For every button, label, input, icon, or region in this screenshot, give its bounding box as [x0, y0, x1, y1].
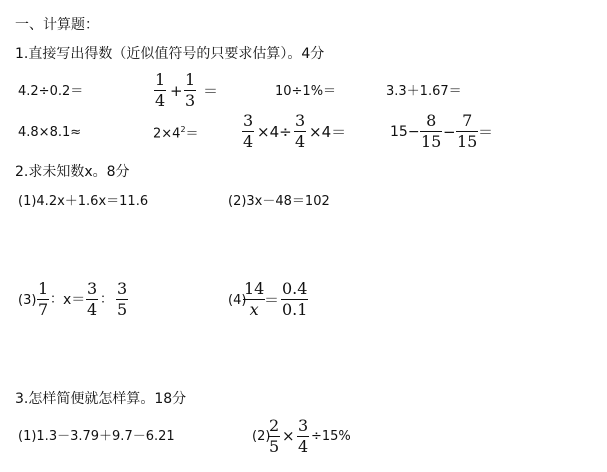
q1-r1-b-frac2: 1 3 — [185, 70, 196, 110]
q1-r1-b-op: + — [170, 82, 183, 100]
q2-p3-frac1: 1 7 — [38, 279, 49, 319]
q2-p3-label: (3) — [18, 293, 37, 308]
q1-r2-b-exp: 2 — [180, 125, 186, 134]
q2-p2: (2)3x－48＝102 — [228, 194, 330, 209]
q1-r2-d-eq: ＝ — [478, 123, 494, 141]
q2-p4-label: (4) — [228, 293, 247, 308]
q1-r1-b-eq: ＝ — [203, 82, 219, 100]
q1-r2-c-frac1: 3 4 — [243, 111, 254, 151]
q3-p2-op: × — [282, 427, 295, 445]
q1-r2-d-op: − — [443, 123, 456, 141]
q1-r2-b-eq: ＝ — [185, 126, 199, 142]
q1-r2-c-mid: ×4÷ — [257, 123, 292, 141]
q3-p1: (1)1.3－3.79＋9.7－6.21 — [18, 429, 175, 444]
q2-p3-x: x＝ — [63, 292, 86, 308]
q2-p4-frac2: 0.4 0.1 — [282, 279, 308, 319]
q1-r1-b-frac1: 1 4 — [155, 70, 166, 110]
section-title: 一、计算题： — [15, 17, 99, 33]
q2-p4-eq: ＝ — [264, 291, 280, 309]
q2-p3-colon1: ： — [50, 292, 64, 307]
q1-r1-a: 4.2÷0.2＝ — [18, 84, 84, 99]
q1-r2-b — [153, 126, 199, 140]
q3-p2-label: (2) — [252, 429, 271, 444]
q1-r2-b-base: 2×4 — [153, 126, 181, 142]
q1-r1-d: 3.3＋1.67＝ — [386, 84, 462, 99]
q1-r1-c: 10÷1%＝ — [275, 84, 337, 99]
q1-r2-d-lead: 15− — [390, 124, 420, 140]
q2-p3-frac2: 3 4 — [87, 279, 98, 319]
q3-heading: 3.怎样简便就怎样算。18分 — [15, 391, 187, 407]
q1-r2-d-frac1: 8 15 — [421, 111, 442, 151]
q3-p2-frac2: 3 4 — [298, 416, 309, 456]
q2-p3-frac3: 3 5 — [117, 279, 128, 319]
q1-heading: 1.直接写出得数（近似值符号的只要求估算）。4分 — [15, 46, 325, 62]
q2-p1: (1)4.2x＋1.6x＝11.6 — [18, 194, 149, 209]
q3-p2-tail: ÷15% — [311, 429, 351, 444]
q1-r2-c-tail: ×4＝ — [309, 123, 347, 141]
q3-p2-frac1: 2 5 — [269, 416, 280, 456]
q2-heading: 2.求未知数x。8分 — [15, 164, 130, 180]
q2-p4-frac1: 14 x — [244, 279, 265, 319]
q1-r2-d-frac2: 7 15 — [457, 111, 478, 151]
q1-r2-a: 4.8×8.1≈ — [18, 125, 82, 140]
q2-p3-colon2: ： — [100, 292, 114, 307]
q1-r2-c-frac2: 3 4 — [295, 111, 306, 151]
